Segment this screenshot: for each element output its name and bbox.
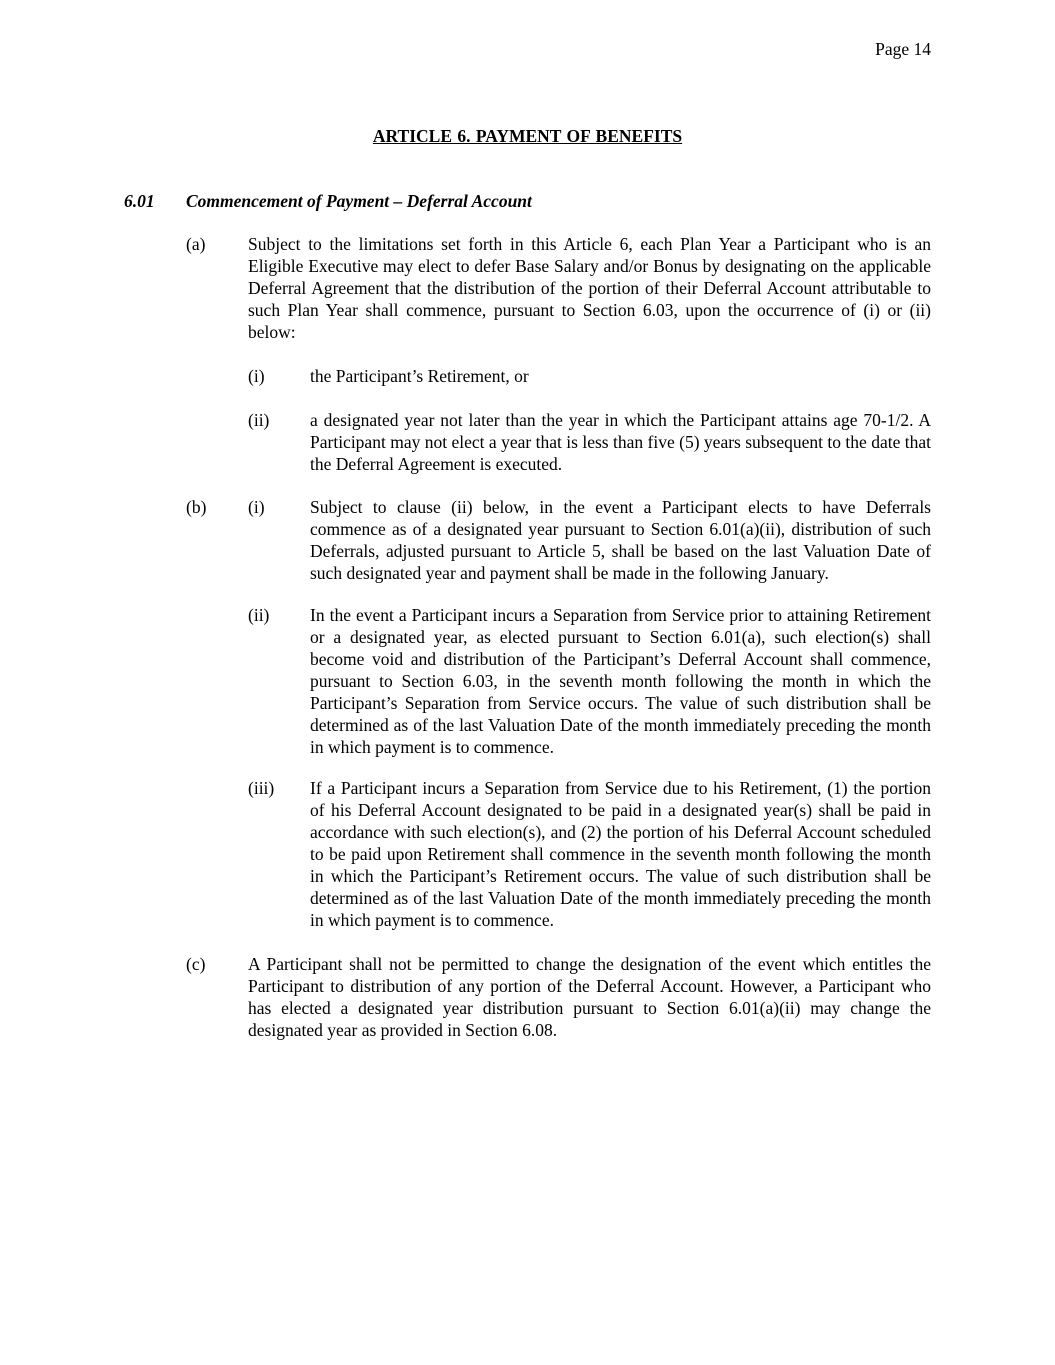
paragraph-b-iii-label: (iii) — [248, 778, 275, 798]
paragraph-a-text: Subject to the limitations set forth in this Article 6, each Plan Year a Participant who is an Eligible Executive may elect to defer Base Salary and/or Bonus by designating on the applicable Deferral Agreement that the distribution of the portion of their Deferral Account attributable to such Plan Year shall commence, pursuant to Section 6.03, upon the occurrence of (i) or (ii) below: — [248, 234, 931, 342]
paragraph-b-i-label: (i) — [248, 497, 265, 517]
paragraph-c-text: A Participant shall not be permitted to change the designation of the event which entitles the Participant to distribution of any portion of the Deferral Account. However, a Participant who has elected a designated year distribution pursuant to Section 6.01(a)(ii) may change the designated year as provided in Section 6.08. — [248, 954, 931, 1040]
paragraph-b-ii-text: In the event a Participant incurs a Separation from Service prior to attaining Retirement or a designated year, as elected pursuant to Section 6.01(a), such election(s) shall become void and distribution of the Participant’s Deferral Account shall commence, pursuant to Section 6.03, in the seventh month following the month in which the Participant’s Separation from Service occurs. The value of such distribution shall be determined as of the last Valuation Date of the month immediately preceding the month in which payment is to commence. — [310, 605, 931, 757]
section-title: Commencement of Payment – Deferral Account — [186, 191, 532, 211]
paragraph-a-i-label: (i) — [248, 366, 265, 386]
page-number: Page 14 — [875, 39, 931, 59]
paragraph-a-ii-text: a designated year not later than the year in which the Participant attains age 70-1/2. A Participant may not elect a year that is less than five (5) years subsequent to the date that the Deferral Agreement is executed. — [310, 410, 931, 474]
paragraph-a-i-text: the Participant’s Retirement, or — [310, 366, 529, 386]
paragraph-b-label: (b) — [186, 497, 207, 517]
paragraph-b-ii-label: (ii) — [248, 605, 270, 625]
section-number: 6.01 — [124, 191, 155, 211]
paragraph-c-label: (c) — [186, 954, 206, 974]
paragraph-b-i-text: Subject to clause (ii) below, in the event a Participant elects to have Deferrals commence as of a designated year pursuant to Section 6.01(a)(ii), distribution of such Deferrals, adjusted pursuant to Article 5, shall be based on the last Valuation Date of such designated year and payment shall be made in the following January. — [310, 497, 931, 583]
paragraph-a-ii-label: (ii) — [248, 410, 270, 430]
paragraph-b-iii-text: If a Participant incurs a Separation from Service due to his Retirement, (1) the portion of his Deferral Account designated to be paid in a designated year(s) shall be paid in accordance with such election(s), and (2) the portion of his Deferral Account scheduled to be paid upon Retirement shall commence in the seventh month following the month in which the Participant’s Retirement occurs. The value of such distribution shall be determined as of the last Valuation Date of the month immediately preceding the month in which payment is to commence. — [310, 778, 931, 930]
paragraph-a-label: (a) — [186, 234, 206, 254]
article-title: ARTICLE 6. PAYMENT OF BENEFITS — [372, 126, 683, 146]
